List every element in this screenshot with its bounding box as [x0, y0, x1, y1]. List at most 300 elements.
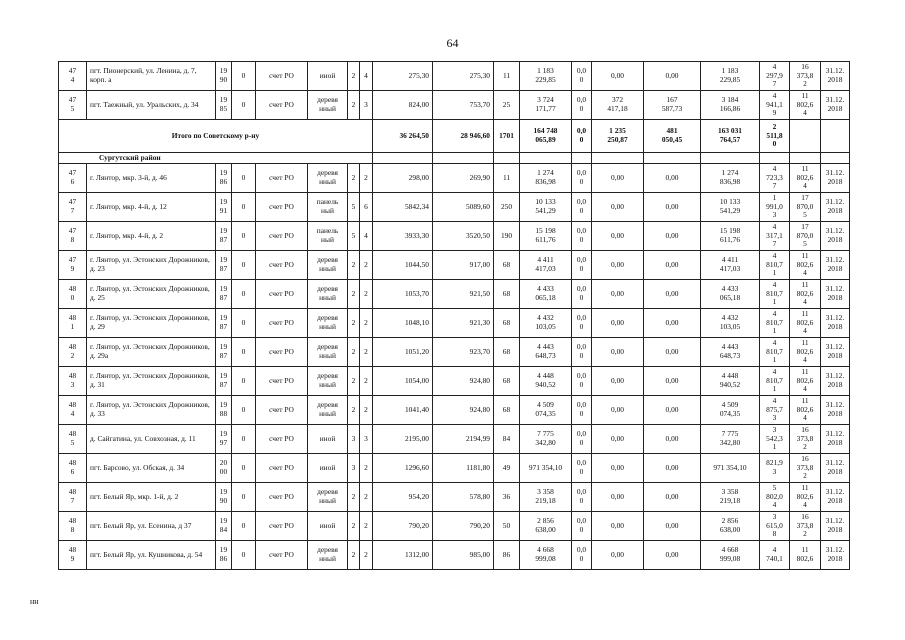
- table-row: [59, 367, 850, 396]
- cost-total-cell: 10 133 541,29: [520, 193, 572, 222]
- area-total-cell: 1053,70: [373, 280, 433, 309]
- entrances-cell: 3: [360, 91, 373, 120]
- deadline-date-cell: 31.12. 2018: [821, 164, 850, 193]
- area-total-cell: 1051,20: [373, 338, 433, 367]
- cost-total-cell: 1 274 836,98: [520, 164, 572, 193]
- residents-cell: 190: [494, 222, 520, 251]
- cost-5-cell: 2 856 638,00: [701, 512, 760, 541]
- cost-total-cell: 3 724 171,77: [520, 91, 572, 120]
- build-year-cell: 19 87: [216, 338, 232, 367]
- funding-source-cell: счет РО: [256, 454, 308, 483]
- residents-cell: 86: [494, 541, 520, 570]
- build-year-cell: 19 87: [216, 280, 232, 309]
- floors-cell: 5: [348, 193, 360, 222]
- zero-flag-cell: 0: [232, 251, 256, 280]
- cost-2-cell: 0,0 0: [572, 164, 592, 193]
- entrances-cell: 2: [360, 164, 373, 193]
- deadline-date-cell: 31.12. 2018: [821, 91, 850, 120]
- entrances-cell: 2: [360, 454, 373, 483]
- table-row: [59, 280, 850, 309]
- area-living-cell: 5089,60: [433, 193, 494, 222]
- table-row: [59, 396, 850, 425]
- zero-flag-cell: 0: [232, 541, 256, 570]
- unit-cost-cell: 4 810,7 1: [760, 280, 790, 309]
- area-living-cell: 790,20: [433, 512, 494, 541]
- entrances-cell: 2: [360, 512, 373, 541]
- address-cell: г. Лянтор, мкр. 4-й, д. 12: [87, 193, 216, 222]
- cost-total-cell: 4 432 103,05: [520, 309, 572, 338]
- funding-source-cell: счет РО: [256, 483, 308, 512]
- max-unit-cost-cell: 11 802,6 4: [790, 251, 821, 280]
- max-unit-cost-cell: 17 870,0 5: [790, 193, 821, 222]
- cost-5-cell: 1 183 229,85: [701, 62, 760, 91]
- area-living-cell: 753,70: [433, 91, 494, 120]
- wall-material-cell: деревя нный: [308, 541, 348, 570]
- residents-cell: 68: [494, 367, 520, 396]
- cost-4-cell: 0,00: [644, 541, 701, 570]
- area-total-cell: 1054,00: [373, 367, 433, 396]
- zero-flag-cell: 0: [232, 193, 256, 222]
- deadline-date-cell: 31.12. 2018: [821, 512, 850, 541]
- cost-5-cell: 3 358 219,18: [701, 483, 760, 512]
- table-row: [59, 91, 850, 120]
- funding-source-cell: счет РО: [256, 91, 308, 120]
- zero-flag-cell: 0: [232, 222, 256, 251]
- residents-cell: 50: [494, 512, 520, 541]
- total-unit-cost: 2 511,8 0: [760, 120, 790, 153]
- cost-2-cell: 0,0 0: [572, 222, 592, 251]
- cost-2-cell: 0,0 0: [572, 541, 592, 570]
- funding-source-cell: счет РО: [256, 367, 308, 396]
- footer-mark: нн: [30, 597, 39, 606]
- cost-total-cell: 3 358 219,18: [520, 483, 572, 512]
- cost-2-cell: 0,0 0: [572, 367, 592, 396]
- row-number-cell: 47 7: [59, 193, 87, 222]
- unit-cost-cell: 4 875,7 3: [760, 396, 790, 425]
- funding-source-cell: счет РО: [256, 541, 308, 570]
- build-year-cell: 19 97: [216, 425, 232, 454]
- build-year-cell: 19 90: [216, 483, 232, 512]
- wall-material-cell: панель ный: [308, 222, 348, 251]
- total-cost-3: 1 235 250,87: [592, 120, 644, 153]
- floors-cell: 2: [348, 541, 360, 570]
- cost-total-cell: 4 668 999,08: [520, 541, 572, 570]
- wall-material-cell: деревя нный: [308, 280, 348, 309]
- residents-cell: 250: [494, 193, 520, 222]
- cost-3-cell: 0,00: [592, 280, 644, 309]
- row-number-cell: 48 2: [59, 338, 87, 367]
- residents-cell: 68: [494, 251, 520, 280]
- max-unit-cost-cell: 16 373,8 2: [790, 62, 821, 91]
- zero-flag-cell: 0: [232, 454, 256, 483]
- district-name: Сургутский район: [59, 153, 373, 164]
- address-cell: г. Лянтор, ул. Эстонских Дорожников, д. 23: [87, 251, 216, 280]
- funding-source-cell: счет РО: [256, 62, 308, 91]
- residents-cell: 68: [494, 309, 520, 338]
- total-cost-4: 481 050,45: [644, 120, 701, 153]
- cost-5-cell: 971 354,10: [701, 454, 760, 483]
- unit-cost-cell: 4 810,7 1: [760, 338, 790, 367]
- cost-5-cell: 4 448 940,52: [701, 367, 760, 396]
- cost-4-cell: 167 587,73: [644, 91, 701, 120]
- funding-source-cell: счет РО: [256, 512, 308, 541]
- deadline-date-cell: 31.12. 2018: [821, 222, 850, 251]
- wall-material-cell: иной: [308, 62, 348, 91]
- unit-cost-cell: 4 810,7 1: [760, 251, 790, 280]
- wall-material-cell: деревя нный: [308, 367, 348, 396]
- build-year-cell: 19 84: [216, 512, 232, 541]
- cost-total-cell: 4 443 648,73: [520, 338, 572, 367]
- residents-cell: 36: [494, 483, 520, 512]
- floors-cell: 2: [348, 483, 360, 512]
- zero-flag-cell: 0: [232, 425, 256, 454]
- cost-5-cell: 4 433 065,18: [701, 280, 760, 309]
- row-number-cell: 47 8: [59, 222, 87, 251]
- total-row: [59, 120, 850, 153]
- total-cost: 164 748 065,89: [520, 120, 572, 153]
- build-year-cell: 19 85: [216, 91, 232, 120]
- zero-flag-cell: 0: [232, 483, 256, 512]
- cost-2-cell: 0,0 0: [572, 396, 592, 425]
- unit-cost-cell: 1 991,0 3: [760, 193, 790, 222]
- zero-flag-cell: 0: [232, 280, 256, 309]
- address-cell: д. Сайгатина, ул. Совхозная, д. 11: [87, 425, 216, 454]
- area-living-cell: 924,80: [433, 367, 494, 396]
- floors-cell: 5: [348, 222, 360, 251]
- unit-cost-cell: 4 297,9 7: [760, 62, 790, 91]
- cost-total-cell: 1 183 229,85: [520, 62, 572, 91]
- cost-5-cell: 4 509 074,35: [701, 396, 760, 425]
- area-total-cell: 824,00: [373, 91, 433, 120]
- funding-source-cell: счет РО: [256, 309, 308, 338]
- table-row: [59, 425, 850, 454]
- area-total-cell: 5842,34: [373, 193, 433, 222]
- table-row: [59, 193, 850, 222]
- cost-3-cell: 0,00: [592, 367, 644, 396]
- cost-3-cell: 0,00: [592, 222, 644, 251]
- entrances-cell: 3: [360, 425, 373, 454]
- area-living-cell: 917,00: [433, 251, 494, 280]
- unit-cost-cell: 4 810,7 1: [760, 309, 790, 338]
- cost-4-cell: 0,00: [644, 164, 701, 193]
- table-row: [59, 541, 850, 570]
- cost-2-cell: 0,0 0: [572, 280, 592, 309]
- funding-source-cell: счет РО: [256, 251, 308, 280]
- build-year-cell: 19 86: [216, 164, 232, 193]
- cost-4-cell: 0,00: [644, 222, 701, 251]
- funding-source-cell: счет РО: [256, 193, 308, 222]
- floors-cell: 2: [348, 512, 360, 541]
- cost-5-cell: 15 198 611,76: [701, 222, 760, 251]
- entrances-cell: 4: [360, 222, 373, 251]
- address-cell: г. Лянтор, ул. Эстонских Дорожников, д. 29а: [87, 338, 216, 367]
- floors-cell: 2: [348, 91, 360, 120]
- cost-3-cell: 0,00: [592, 425, 644, 454]
- wall-material-cell: иной: [308, 454, 348, 483]
- row-number-cell: 47 5: [59, 91, 87, 120]
- wall-material-cell: деревя нный: [308, 483, 348, 512]
- cost-total-cell: 4 433 065,18: [520, 280, 572, 309]
- table-row: [59, 251, 850, 280]
- cost-3-cell: 0,00: [592, 62, 644, 91]
- wall-material-cell: деревя нный: [308, 251, 348, 280]
- total-cost-2: 0,0 0: [572, 120, 592, 153]
- district-header-row: [59, 153, 850, 164]
- max-unit-cost-cell: 17 870,0 5: [790, 222, 821, 251]
- area-total-cell: 790,20: [373, 512, 433, 541]
- entrances-cell: 2: [360, 280, 373, 309]
- build-year-cell: 19 87: [216, 367, 232, 396]
- residents-cell: 25: [494, 91, 520, 120]
- entrances-cell: 2: [360, 309, 373, 338]
- table-row: [59, 309, 850, 338]
- total-label: Итого по Советскому р-ну: [59, 120, 373, 153]
- area-living-cell: 275,30: [433, 62, 494, 91]
- wall-material-cell: панель ный: [308, 193, 348, 222]
- funding-source-cell: счет РО: [256, 164, 308, 193]
- cost-5-cell: 1 274 836,98: [701, 164, 760, 193]
- row-number-cell: 48 4: [59, 396, 87, 425]
- cost-2-cell: 0,0 0: [572, 91, 592, 120]
- table-row: [59, 164, 850, 193]
- entrances-cell: 2: [360, 367, 373, 396]
- cost-total-cell: 4 509 074,35: [520, 396, 572, 425]
- deadline-date-cell: 31.12. 2018: [821, 396, 850, 425]
- build-year-cell: 19 91: [216, 193, 232, 222]
- build-year-cell: 19 87: [216, 251, 232, 280]
- row-number-cell: 48 8: [59, 512, 87, 541]
- cost-4-cell: 0,00: [644, 367, 701, 396]
- funding-source-cell: счет РО: [256, 280, 308, 309]
- address-cell: пгт. Белый Яр, мкр. 1-й, д. 2: [87, 483, 216, 512]
- floors-cell: 2: [348, 309, 360, 338]
- max-unit-cost-cell: 11 802,6: [790, 541, 821, 570]
- zero-flag-cell: 0: [232, 512, 256, 541]
- entrances-cell: 6: [360, 193, 373, 222]
- residents-cell: 11: [494, 62, 520, 91]
- cost-total-cell: 4 411 417,03: [520, 251, 572, 280]
- zero-flag-cell: 0: [232, 62, 256, 91]
- deadline-date-cell: 31.12. 2018: [821, 454, 850, 483]
- cost-2-cell: 0,0 0: [572, 454, 592, 483]
- area-total-cell: 2195,00: [373, 425, 433, 454]
- entrances-cell: 2: [360, 483, 373, 512]
- cost-2-cell: 0,0 0: [572, 483, 592, 512]
- entrances-cell: 2: [360, 338, 373, 367]
- cost-3-cell: 0,00: [592, 483, 644, 512]
- build-year-cell: 19 88: [216, 396, 232, 425]
- row-number-cell: 48 5: [59, 425, 87, 454]
- area-living-cell: 269,90: [433, 164, 494, 193]
- address-cell: пгт. Белый Яр, ул. Есенина, д 37: [87, 512, 216, 541]
- max-unit-cost-cell: 11 802,6 4: [790, 483, 821, 512]
- address-cell: г. Лянтор, ул. Эстонских Дорожников, д. 29: [87, 309, 216, 338]
- address-cell: пгт. Таежный, ул. Уральских, д. 34: [87, 91, 216, 120]
- deadline-date-cell: 31.12. 2018: [821, 309, 850, 338]
- area-total-cell: 1312,00: [373, 541, 433, 570]
- unit-cost-cell: 5 802,0 4: [760, 483, 790, 512]
- table-row: [59, 62, 850, 91]
- unit-cost-cell: 4 740,1: [760, 541, 790, 570]
- floors-cell: 2: [348, 62, 360, 91]
- build-year-cell: 19 86: [216, 541, 232, 570]
- cost-4-cell: 0,00: [644, 193, 701, 222]
- row-number-cell: 48 6: [59, 454, 87, 483]
- area-living-cell: 1181,80: [433, 454, 494, 483]
- cost-total-cell: 15 198 611,76: [520, 222, 572, 251]
- address-cell: г. Лянтор, мкр. 3-й, д. 46: [87, 164, 216, 193]
- cost-5-cell: 4 432 103,05: [701, 309, 760, 338]
- floors-cell: 2: [348, 280, 360, 309]
- area-total-cell: 298,00: [373, 164, 433, 193]
- total-area-1: 36 264,50: [373, 120, 433, 153]
- cost-3-cell: 0,00: [592, 164, 644, 193]
- cost-5-cell: 4 411 417,03: [701, 251, 760, 280]
- address-cell: г. Лянтор, мкр. 4-й, д. 2: [87, 222, 216, 251]
- zero-flag-cell: 0: [232, 367, 256, 396]
- table-row: [59, 512, 850, 541]
- cost-2-cell: 0,0 0: [572, 62, 592, 91]
- max-unit-cost-cell: 11 802,6 4: [790, 367, 821, 396]
- max-unit-cost-cell: 11 802,6 4: [790, 91, 821, 120]
- max-unit-cost-cell: 16 373,8 2: [790, 512, 821, 541]
- page-number: 64: [446, 36, 459, 50]
- cost-2-cell: 0,0 0: [572, 309, 592, 338]
- address-cell: г. Лянтор, ул. Эстонских Дорожников, д. 31: [87, 367, 216, 396]
- cost-total-cell: 2 856 638,00: [520, 512, 572, 541]
- wall-material-cell: деревя нный: [308, 396, 348, 425]
- total-cost-5: 163 031 764,57: [701, 120, 760, 153]
- total-area-2: 28 946,60: [433, 120, 494, 153]
- wall-material-cell: деревя нный: [308, 164, 348, 193]
- row-number-cell: 48 1: [59, 309, 87, 338]
- row-number-cell: 47 9: [59, 251, 87, 280]
- area-total-cell: 954,20: [373, 483, 433, 512]
- unit-cost-cell: 3 542,3 1: [760, 425, 790, 454]
- wall-material-cell: деревя нный: [308, 309, 348, 338]
- area-living-cell: 921,50: [433, 280, 494, 309]
- cost-2-cell: 0,0 0: [572, 251, 592, 280]
- zero-flag-cell: 0: [232, 396, 256, 425]
- cost-4-cell: 0,00: [644, 454, 701, 483]
- address-cell: пгт. Белый Яр, ул. Кушникова, д. 54: [87, 541, 216, 570]
- residents-cell: 84: [494, 425, 520, 454]
- area-total-cell: 1041,40: [373, 396, 433, 425]
- cost-5-cell: 7 775 342,80: [701, 425, 760, 454]
- area-total-cell: 1044,50: [373, 251, 433, 280]
- cost-5-cell: 4 668 999,08: [701, 541, 760, 570]
- wall-material-cell: иной: [308, 512, 348, 541]
- cost-total-cell: 971 354,10: [520, 454, 572, 483]
- max-unit-cost-cell: 11 802,6 4: [790, 396, 821, 425]
- area-living-cell: 578,80: [433, 483, 494, 512]
- cost-3-cell: 0,00: [592, 338, 644, 367]
- unit-cost-cell: 4 723,3 7: [760, 164, 790, 193]
- deadline-date-cell: 31.12. 2018: [821, 193, 850, 222]
- deadline-date-cell: 31.12. 2018: [821, 280, 850, 309]
- floors-cell: 3: [348, 425, 360, 454]
- zero-flag-cell: 0: [232, 309, 256, 338]
- area-living-cell: 921,30: [433, 309, 494, 338]
- residents-cell: 49: [494, 454, 520, 483]
- cost-2-cell: 0,0 0: [572, 338, 592, 367]
- cost-4-cell: 0,00: [644, 396, 701, 425]
- table-row: [59, 454, 850, 483]
- entrances-cell: 4: [360, 62, 373, 91]
- row-number-cell: 48 9: [59, 541, 87, 570]
- deadline-date-cell: 31.12. 2018: [821, 483, 850, 512]
- floors-cell: 2: [348, 251, 360, 280]
- table-row: [59, 338, 850, 367]
- row-number-cell: 48 3: [59, 367, 87, 396]
- wall-material-cell: деревя нный: [308, 91, 348, 120]
- cost-4-cell: 0,00: [644, 251, 701, 280]
- build-year-cell: 19 87: [216, 222, 232, 251]
- cost-5-cell: 3 184 166,86: [701, 91, 760, 120]
- floors-cell: 2: [348, 164, 360, 193]
- funding-source-cell: счет РО: [256, 222, 308, 251]
- row-number-cell: 47 4: [59, 62, 87, 91]
- cost-3-cell: 0,00: [592, 251, 644, 280]
- cost-5-cell: 10 133 541,29: [701, 193, 760, 222]
- floors-cell: 2: [348, 396, 360, 425]
- address-cell: пгт. Барсово, ул. Обская, д. 34: [87, 454, 216, 483]
- unit-cost-cell: 3 615,0 8: [760, 512, 790, 541]
- area-living-cell: 924,80: [433, 396, 494, 425]
- address-cell: г. Лянтор, ул. Эстонских Дорожников, д. 33: [87, 396, 216, 425]
- cost-2-cell: 0,0 0: [572, 425, 592, 454]
- cost-total-cell: 7 775 342,80: [520, 425, 572, 454]
- cost-3-cell: 0,00: [592, 541, 644, 570]
- entrances-cell: 2: [360, 541, 373, 570]
- cost-3-cell: 0,00: [592, 309, 644, 338]
- cost-4-cell: 0,00: [644, 309, 701, 338]
- area-total-cell: 1048,10: [373, 309, 433, 338]
- cost-3-cell: 0,00: [592, 193, 644, 222]
- table-row: [59, 222, 850, 251]
- build-year-cell: 19 90: [216, 62, 232, 91]
- deadline-date-cell: 31.12. 2018: [821, 62, 850, 91]
- residents-cell: 11: [494, 164, 520, 193]
- area-total-cell: 3933,30: [373, 222, 433, 251]
- area-living-cell: 923,70: [433, 338, 494, 367]
- entrances-cell: 2: [360, 396, 373, 425]
- floors-cell: 3: [348, 454, 360, 483]
- address-cell: пгт. Пионерский, ул. Ленина, д. 7, корп. а: [87, 62, 216, 91]
- floors-cell: 2: [348, 338, 360, 367]
- cost-4-cell: 0,00: [644, 280, 701, 309]
- cost-total-cell: 4 448 940,52: [520, 367, 572, 396]
- unit-cost-cell: 821,9 3: [760, 454, 790, 483]
- max-unit-cost-cell: 11 802,6 4: [790, 164, 821, 193]
- cost-4-cell: 0,00: [644, 338, 701, 367]
- cost-3-cell: 0,00: [592, 396, 644, 425]
- cost-2-cell: 0,0 0: [572, 193, 592, 222]
- cost-4-cell: 0,00: [644, 62, 701, 91]
- area-total-cell: 275,30: [373, 62, 433, 91]
- funding-source-cell: счет РО: [256, 425, 308, 454]
- wall-material-cell: деревя нный: [308, 338, 348, 367]
- row-number-cell: 48 0: [59, 280, 87, 309]
- unit-cost-cell: 4 941,1 9: [760, 91, 790, 120]
- funding-source-cell: счет РО: [256, 338, 308, 367]
- cost-2-cell: 0,0 0: [572, 512, 592, 541]
- max-unit-cost-cell: 16 373,8 2: [790, 425, 821, 454]
- wall-material-cell: иной: [308, 425, 348, 454]
- area-living-cell: 2194,99: [433, 425, 494, 454]
- unit-cost-cell: 4 810,7 1: [760, 367, 790, 396]
- max-unit-cost-cell: 11 802,6 4: [790, 280, 821, 309]
